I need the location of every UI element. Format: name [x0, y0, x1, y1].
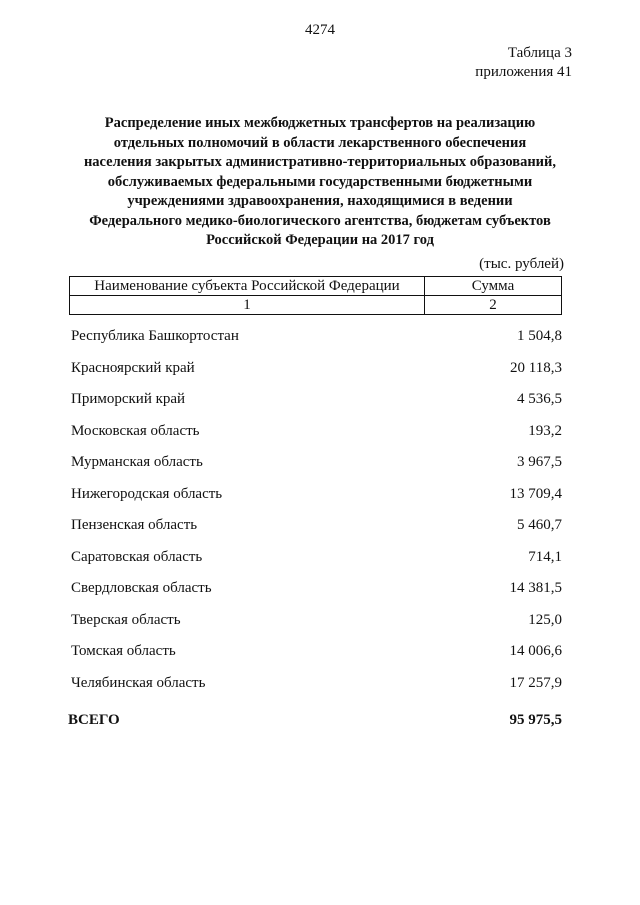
amount-value: 14 381,5 [509, 580, 562, 596]
amount-value: 4 536,5 [517, 391, 562, 407]
region-name: Челябинская область [71, 674, 206, 691]
table-row [71, 608, 562, 640]
table-body [71, 324, 562, 702]
table-row [71, 324, 562, 356]
region-name: Мурманская область [71, 454, 203, 470]
amount-value: 3 967,5 [517, 454, 562, 470]
table-header [69, 276, 562, 315]
column-number-2: 2 [425, 296, 562, 315]
amount-value: 5 460,7 [517, 517, 562, 533]
title-line: Федерального медико-биологического агентства, бюджетам субъектов [89, 212, 551, 229]
total-amount: 95 975,5 [509, 712, 562, 728]
table-row [71, 671, 562, 703]
region-name: Свердловская область [71, 580, 212, 596]
title-line: Российской Федерации на 2017 год [206, 232, 434, 248]
column-header-name: Наименование субъекта Российской Федерации [70, 277, 425, 296]
region-name: Саратовская область [71, 548, 203, 565]
column-number-1: 1 [70, 296, 425, 315]
table-row [71, 419, 562, 451]
region-name: Красноярский край [71, 359, 195, 376]
table-row [71, 513, 562, 545]
table-row [71, 450, 562, 482]
region-name: Московская область [71, 422, 200, 439]
region-name: Приморский край [71, 391, 186, 407]
title-line: Распределение иных межбюджетных трансфертов на реализацию [104, 115, 536, 131]
table-reference-line1: Таблица 3 [507, 45, 572, 61]
table-row [71, 387, 562, 419]
amount-value: 1 504,8 [517, 328, 562, 344]
header-row [70, 277, 562, 296]
title-line: отдельных полномочий в области лекарственного обеспечения [113, 134, 527, 151]
region-name: Нижегородская область [71, 485, 223, 502]
header-number-row [70, 296, 562, 315]
units-label: (тыс. рублей) [479, 256, 564, 272]
table-row [71, 482, 562, 514]
region-name: Томская область [71, 643, 176, 659]
document-title [60, 114, 580, 251]
table-row [71, 356, 562, 388]
amount-value: 714,1 [528, 548, 562, 565]
title-line: населения закрытых административно-территориальных образований, [83, 154, 557, 170]
table-row [71, 576, 562, 608]
table-reference-line2: приложения 41 [475, 64, 572, 80]
region-name: Республика Башкортостан [71, 328, 239, 344]
title-line: учреждениями здравоохранения, находящимися в ведении [127, 193, 513, 209]
table-row [71, 639, 562, 671]
title-line: обслуживаемых федеральными государственными бюджетными [107, 173, 533, 190]
region-name: Пензенская область [71, 517, 198, 533]
region-name: Тверская область [71, 611, 181, 628]
amount-value: 13 709,4 [509, 485, 562, 502]
amount-value: 17 257,9 [509, 674, 562, 691]
amount-value: 14 006,6 [509, 643, 562, 659]
total-label: ВСЕГО [68, 712, 120, 728]
column-header-amount: Сумма [425, 277, 562, 296]
total-row [68, 712, 562, 729]
page-number: 4274 [305, 22, 335, 38]
amount-value: 193,2 [528, 422, 562, 439]
table-reference [475, 44, 572, 82]
amount-value: 125,0 [528, 611, 562, 628]
table-row [71, 545, 562, 577]
amount-value: 20 118,3 [510, 359, 562, 376]
